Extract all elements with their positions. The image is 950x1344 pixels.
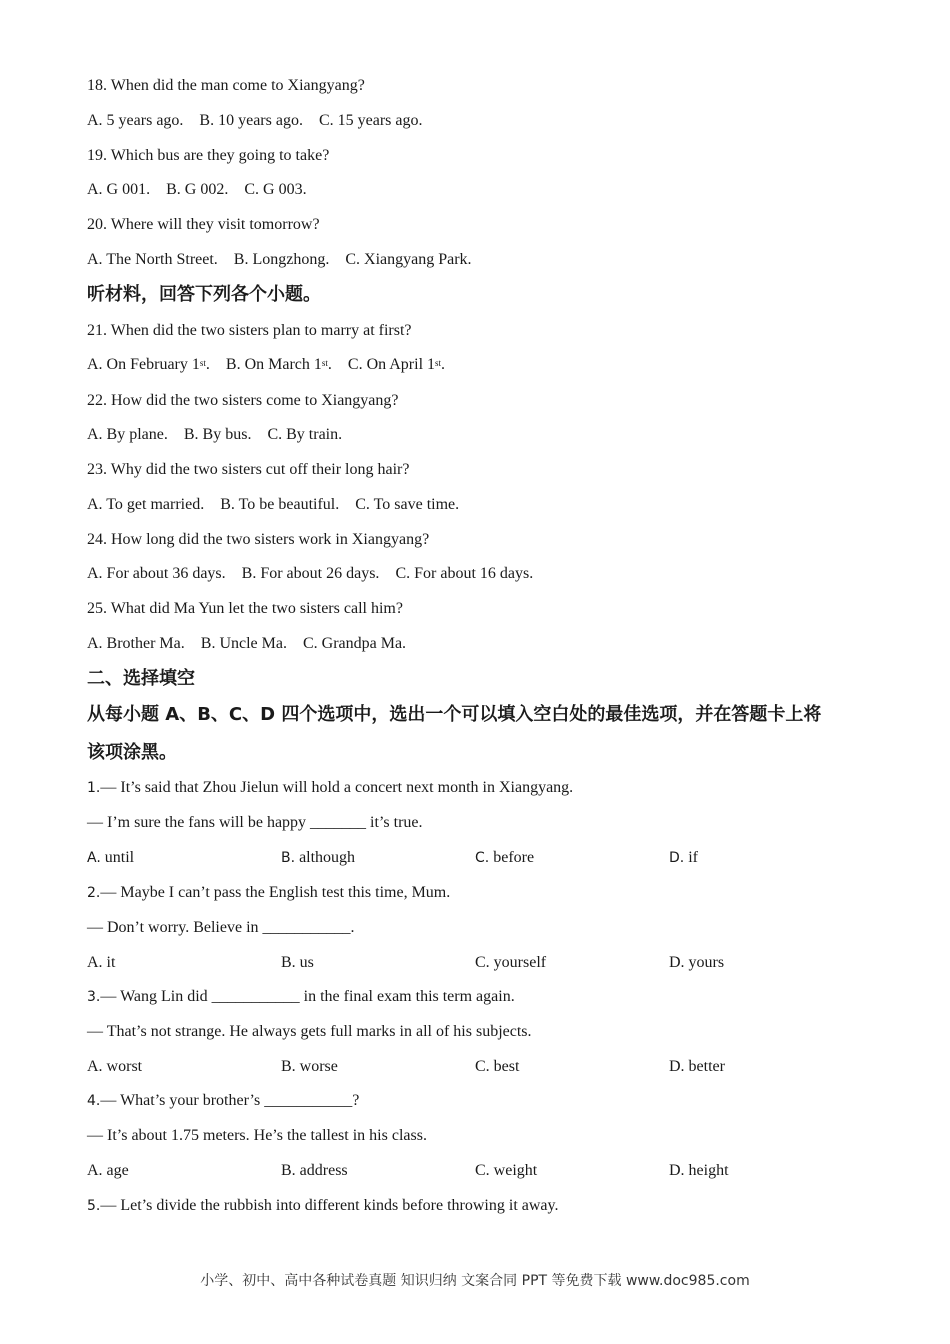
option-c: C. Grandpa Ma. [302,635,407,652]
option-c: C. On April 1st. [347,356,446,373]
option-b: B. By bus. [183,426,252,443]
mc-question-4-options [87,1161,887,1181]
option-c: C. For about 16 days. [395,565,534,582]
option-b: B. Uncle Ma. [200,635,287,652]
question-25-options [87,634,406,654]
option-a: A. G 001. [87,181,151,198]
question-24: 24. How long did the two sisters work in Xiangyang? [87,531,430,548]
mc-question-3: 3.— Wang Lin did ___________ in the final exam this term again. [87,988,515,1005]
option-a: A. By plane. [87,426,168,443]
option-c: C. 15 years ago. [318,112,423,129]
question-23: 23. Why did the two sisters cut off their long hair? [87,461,410,478]
question-20-options [87,250,472,270]
question-21-options [87,355,445,375]
option-d: D. yours [669,954,725,971]
option-a: A. On February 1st. [87,356,210,373]
section-instruction-line-2: 该项涂黑。 [87,742,177,763]
question-22: 22. How did the two sisters come to Xiangyang? [87,392,399,409]
question-20: 20. Where will they visit tomorrow? [87,216,320,233]
question-24-options [87,564,533,584]
option-a: A. age [87,1162,129,1179]
option-a: A. To get married. [87,496,205,513]
option-b: B. On March 1st. [225,356,332,373]
option-c: C. weight [475,1162,538,1179]
option-a: A. Brother Ma. [87,635,185,652]
page-footer: 小学、初中、高中各种试卷真题 知识归纳 文案合同 PPT 等免费下载 www.doc985.com [200,1273,750,1289]
mc-question-3-reply: — That’s not strange. He always gets full marks in all of his subjects. [87,1023,532,1040]
option-b: B. us [281,954,314,971]
mc-question-3-options [87,1057,887,1077]
question-22-options [87,425,342,445]
option-a: A. 5 years ago. [87,112,184,129]
question-19-options [87,180,307,200]
option-d: D. if [669,849,699,866]
option-b: B. To be beautiful. [220,496,340,513]
option-c: C. before [475,849,535,866]
option-a: A. For about 36 days. [87,565,226,582]
question-21: 21. When did the two sisters plan to marry at first? [87,322,412,339]
option-a: A. worst [87,1058,143,1075]
mc-question-1-options [87,848,887,868]
option-b: B. Longzhong. [233,251,330,268]
question-18: 18. When did the man come to Xiangyang? [87,77,365,94]
section-title: 二、选择填空 [87,668,195,689]
option-b: B. address [281,1162,348,1179]
question-25: 25. What did Ma Yun let the two sisters call him? [87,600,403,617]
option-b: B. although [281,849,356,866]
mc-question-1: 1.— It’s said that Zhou Jielun will hold a concert next month in Xiangyang. [87,779,574,796]
option-a: A. it [87,954,116,971]
mc-question-4-reply: — It’s about 1.75 meters. He’s the tallest in his class. [87,1127,427,1144]
mc-question-1-reply: — I’m sure the fans will be happy _______ it’s true. [87,814,423,831]
question-23-options [87,495,459,515]
option-c: C. By train. [267,426,343,443]
option-a: A. until [87,849,135,866]
option-d: D. height [669,1162,729,1179]
option-a: A. The North Street. [87,251,218,268]
option-c: C. yourself [475,954,547,971]
mc-question-2-reply: — Don’t worry. Believe in ___________. [87,919,355,936]
listening-instruction: 听材料，回答下列各个小题。 [87,284,321,305]
section-instruction-line-1: 从每小题 A、B、C、D 四个选项中，选出一个可以填入空白处的最佳选项，并在答题卡上将 [87,704,822,725]
mc-question-4: 4.— What’s your brother’s ___________? [87,1092,360,1109]
option-b: B. For about 26 days. [241,565,380,582]
option-b: B. G 002. [166,181,229,198]
option-c: C. G 003. [244,181,307,198]
option-b: B. worse [281,1058,338,1075]
mc-question-5: 5.— Let’s divide the rubbish into different kinds before throwing it away. [87,1197,559,1214]
mc-question-2-options [87,953,887,973]
question-18-options [87,111,422,131]
option-c: C. Xiangyang Park. [345,251,472,268]
question-19: 19. Which bus are they going to take? [87,147,330,164]
option-b: B. 10 years ago. [199,112,303,129]
option-d: D. better [669,1058,725,1075]
mc-question-2: 2.— Maybe I can’t pass the English test this time, Mum. [87,884,451,901]
option-c: C. To save time. [355,496,460,513]
option-c: C. best [475,1058,520,1075]
